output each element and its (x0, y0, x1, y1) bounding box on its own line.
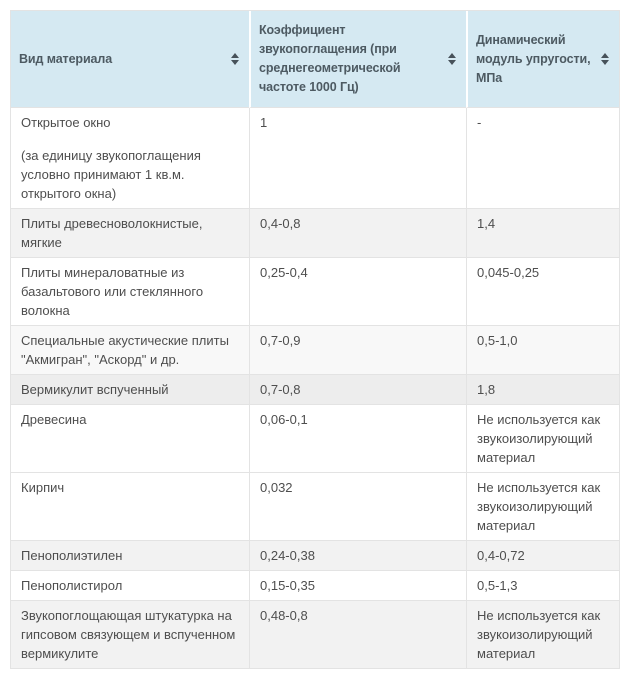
table-row (11, 108, 619, 209)
material-cell (11, 405, 249, 473)
material-cell (11, 375, 249, 405)
coefficient-value: 0,15-0,35 (249, 571, 466, 601)
material-cell (11, 209, 249, 258)
column-header-coefficient[interactable] (249, 11, 466, 108)
modulus-value: 0,4-0,72 (466, 541, 619, 571)
table-body (11, 108, 619, 668)
column-header-coefficient-label: Коэффициент звукопоглащения (при среднегеометрической частоте 1000 Гц) (259, 23, 401, 94)
material-name: Древесина (21, 412, 87, 427)
column-header-modulus-label: Динамический модуль упругости, МПа (476, 32, 591, 85)
coefficient-value: 0,06-0,1 (249, 405, 466, 473)
material-cell (11, 326, 249, 375)
coefficient-value: 0,48-0,8 (249, 601, 466, 668)
material-name: Пенополиэтилен (21, 548, 123, 563)
sort-up-icon (448, 53, 456, 58)
material-note: (за единицу звукопоглащения условно принимают 1 кв.м. открытого окна) (21, 148, 201, 201)
sort-down-icon (231, 60, 239, 65)
table-row (11, 541, 619, 571)
modulus-value: 1,4 (466, 209, 619, 258)
material-cell (11, 601, 249, 668)
table-row (11, 209, 619, 258)
table-header-row (11, 11, 619, 108)
material-cell (11, 108, 249, 209)
coefficient-value: 0,7-0,9 (249, 326, 466, 375)
modulus-value: Не используется как звукоизолирующий материал (466, 405, 619, 473)
table-row (11, 326, 619, 375)
modulus-value: 1,8 (466, 375, 619, 405)
sort-up-icon (231, 53, 239, 58)
table-row (11, 258, 619, 326)
materials-table (10, 10, 620, 669)
modulus-value: - (466, 108, 619, 209)
sort-arrows-icon[interactable] (599, 51, 611, 67)
material-cell (11, 473, 249, 541)
modulus-value: Не используется как звукоизолирующий материал (466, 601, 619, 668)
coefficient-value: 0,24-0,38 (249, 541, 466, 571)
material-name: Плиты минераловатные из базальтового или стеклянного волокна (21, 265, 204, 318)
modulus-value: 0,045-0,25 (466, 258, 619, 326)
column-header-modulus[interactable] (466, 11, 619, 108)
material-cell (11, 571, 249, 601)
material-name: Пенополистирол (21, 578, 123, 593)
material-cell (11, 258, 249, 326)
sort-arrows-icon[interactable] (446, 51, 458, 67)
modulus-value: 0,5-1,0 (466, 326, 619, 375)
table-row (11, 405, 619, 473)
table-row (11, 473, 619, 541)
material-name: Вермикулит вспученный (21, 382, 169, 397)
material-name: Открытое окно (21, 115, 111, 130)
sort-down-icon (448, 60, 456, 65)
coefficient-value: 0,7-0,8 (249, 375, 466, 405)
coefficient-value: 0,25-0,4 (249, 258, 466, 326)
sort-arrows-icon[interactable] (229, 51, 241, 67)
table-row (11, 601, 619, 668)
material-cell (11, 541, 249, 571)
material-name: Кирпич (21, 480, 65, 495)
coefficient-value: 0,032 (249, 473, 466, 541)
modulus-value: 0,5-1,3 (466, 571, 619, 601)
table-row (11, 375, 619, 405)
modulus-value: Не используется как звукоизолирующий материал (466, 473, 619, 541)
column-header-material[interactable] (11, 11, 249, 108)
material-name: Звукопоглощающая штукатурка на гипсовом связующем и вспученном вермикулите (21, 608, 236, 661)
sort-down-icon (601, 60, 609, 65)
sort-up-icon (601, 53, 609, 58)
material-name: Специальные акустические плиты "Акмигран", "Аскорд" и др. (21, 333, 229, 367)
coefficient-value: 1 (249, 108, 466, 209)
table-header (11, 11, 619, 108)
column-header-material-label: Вид материала (19, 51, 113, 66)
coefficient-value: 0,4-0,8 (249, 209, 466, 258)
material-name: Плиты древесноволокнистые, мягкие (21, 216, 203, 250)
table-row (11, 571, 619, 601)
